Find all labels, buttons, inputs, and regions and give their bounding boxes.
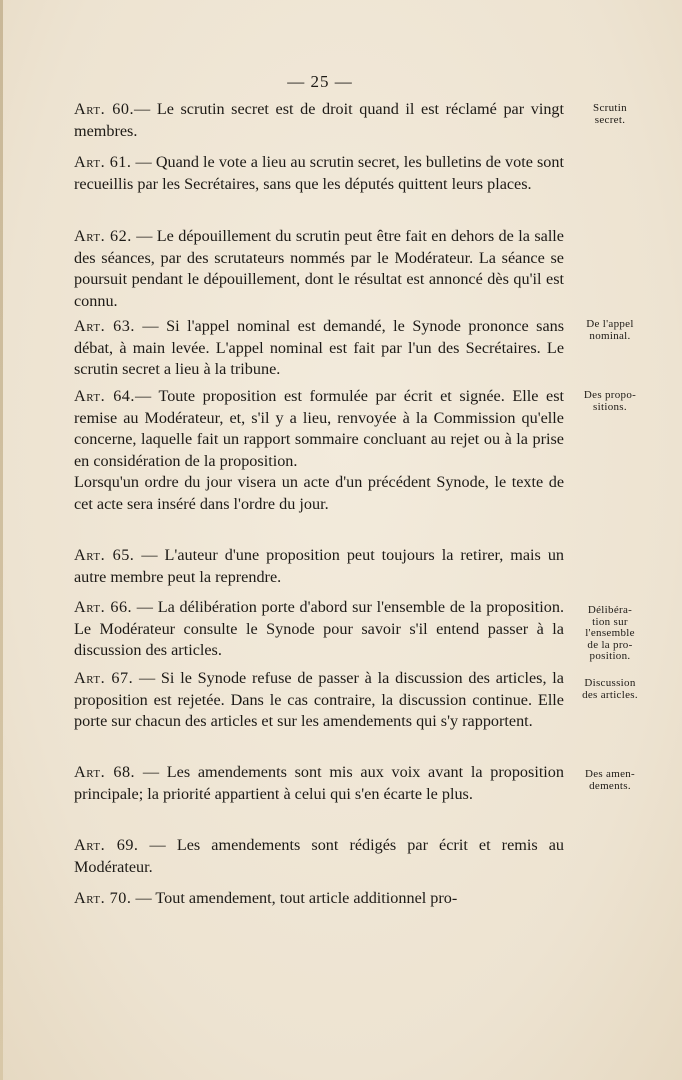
margin-note-scrutin-secret: Scrutin secret.: [593, 102, 627, 126]
article-text: Le scrutin secret est de droit quand il est réclamé par vingt membres.: [74, 100, 565, 140]
article-label: Art. 62.: [74, 227, 132, 245]
article-text: La délibération porte d'abord sur l'ensemble de la proposition. Le Modérateur consulte le Synode pour savoir s'il entend passer à la discussion des articles.: [74, 598, 565, 659]
page-edge: [0, 0, 3, 1080]
article-text: Toute proposition est formulée par écrit et signée. Elle est remise au Modérateur, et, s'il y a lieu, renvoyée à la Commission qu'elle concerne, laquelle fait un rapport sommaire concluant au rejet ou à la prise en considération de la proposition.: [74, 387, 564, 470]
article-68: [74, 762, 564, 805]
article-69: [74, 835, 564, 878]
article-paragraph: [74, 472, 564, 515]
article-paragraph: Art. 63. — Si l'appel nominal est demandé, le Synode prononce sans débat, à main levée. L'appel nominal est fait par l'un des Secrétaires. Le scrutin secret a lieu à la tribune.: [74, 317, 565, 378]
article-text: Si l'appel nominal est demandé, le Synode prononce sans débat, à main levée. L'appel nominal est fait par l'un des Secrétaires. Le scrutin secret a lieu à la tribune.: [74, 317, 565, 378]
article-paragraph: Art. 68. — Les amendements sont mis aux voix avant la proposition principale; la priorité appartient à celui qui s'en écarte le plus.: [74, 763, 564, 803]
article-label: Art. 69.: [74, 836, 139, 854]
article-64: [74, 386, 564, 515]
article-label: Art. 61.: [74, 153, 132, 171]
article-65: [74, 545, 564, 588]
article-paragraph: Art. 66. — La délibération porte d'abord sur l'ensemble de la proposition. Le Modérateur consulte le Synode pour savoir s'il entend passer à la discussion des articles.: [74, 598, 565, 659]
margin-note-propositions: Des propo- sitions.: [583, 389, 637, 413]
margin-note-appel-nominal: De l'appel nominal.: [586, 318, 634, 342]
article-label: Art. 63.: [74, 317, 135, 335]
article-label: Art. 67.: [74, 669, 134, 687]
article-text: Si le Synode refuse de passer à la discussion des articles, la proposition est rejetée. Dans le cas contraire, la discussion continue. Elle porte sur chacun des articles et sur les amendements qui s'y rapportent.: [74, 669, 564, 730]
page-number: — 25 —: [287, 72, 353, 91]
article-paragraph: Art. 62. — Le dépouillement du scrutin peut être fait en dehors de la salle des séances, par des scrutateurs nommés par le Modérateur. La séance se poursuit pendant le dépouillement, dont le résultat est annoncé dès qu'il est connu.: [74, 227, 564, 310]
article-text: Quand le vote a lieu au scrutin secret, les bulletins de vote sont recueillis par les Secrétaires, sans que les députés quittent leurs places.: [74, 153, 564, 193]
article-62: [74, 226, 564, 312]
article-text: L'auteur d'une proposition peut toujours la retirer, mais un autre membre peut la reprendre.: [74, 546, 565, 586]
margin-note-deliberation: Délibéra- tion sur l'ensemble de la pro- position.: [585, 604, 635, 662]
margin-note-discussion-articles: Discussion des articles.: [582, 677, 638, 701]
article-text: Tout amendement, tout article additionnel pro-: [155, 889, 458, 907]
article-paragraph: Art. 60.— Le scrutin secret est de droit quand il est réclamé par vingt membres.: [74, 100, 565, 140]
article-paragraph: Art. 67. — Si le Synode refuse de passer à la discussion des articles, la proposition est rejetée. Dans le cas contraire, la discussion continue. Elle porte sur chacun des articles et sur les amendements qui s'y rapportent.: [74, 669, 564, 730]
article-text: Le dépouillement du scrutin peut être fait en dehors de la salle des séances, par des scrutateurs nommés par le Modérateur. La séance se poursuit pendant le dépouillement, dont le résultat est annoncé dès qu'il est connu.: [74, 227, 564, 310]
article-paragraph: Art. 64.— Toute proposition est formulée par écrit et signée. Elle est remise au Modérateur, et, s'il y a lieu, renvoyée à la Commission qu'elle concerne, laquelle fait un rapport sommaire concluant au rejet ou à la prise en considération de la proposition.: [74, 387, 564, 470]
article-label: Art. 65.: [74, 546, 135, 564]
article-paragraph: Art. 61. — Quand le vote a lieu au scrutin secret, les bulletins de vote sont recueillis par les Secrétaires, sans que les députés quittent leurs places.: [74, 153, 564, 193]
article-label: Art. 60.: [74, 100, 134, 118]
article-text: Lorsqu'un ordre du jour visera un acte d'un précédent Synode, le texte de cet acte sera inséré dans l'ordre du jour.: [74, 473, 564, 513]
article-60: [74, 99, 564, 142]
article-63: [74, 316, 564, 381]
article-paragraph: Art. 69. — Les amendements sont rédigés par écrit et remis au Modérateur.: [74, 836, 565, 876]
article-67: [74, 668, 564, 733]
article-label: Art. 68.: [74, 763, 136, 781]
article-66: [74, 597, 564, 662]
article-label: Art. 66.: [74, 598, 133, 616]
article-paragraph: Art. 70. — Tout amendement, tout article additionnel pro-: [74, 889, 458, 907]
article-label: Art. 64.: [74, 387, 135, 405]
article-paragraph: Art. 65. — L'auteur d'une proposition peut toujours la retirer, mais un autre membre peut la reprendre.: [74, 546, 565, 586]
margin-note-amendements: Des amen- dements.: [584, 768, 636, 792]
article-label: Art. 70.: [74, 889, 132, 907]
article-text: Les amendements sont rédigés par écrit et remis au Modérateur.: [74, 836, 565, 876]
article-70: [74, 888, 564, 910]
article-text: Les amendements sont mis aux voix avant la proposition principale; la priorité appartient à celui qui s'en écarte le plus.: [74, 763, 564, 803]
article-61: [74, 152, 564, 195]
